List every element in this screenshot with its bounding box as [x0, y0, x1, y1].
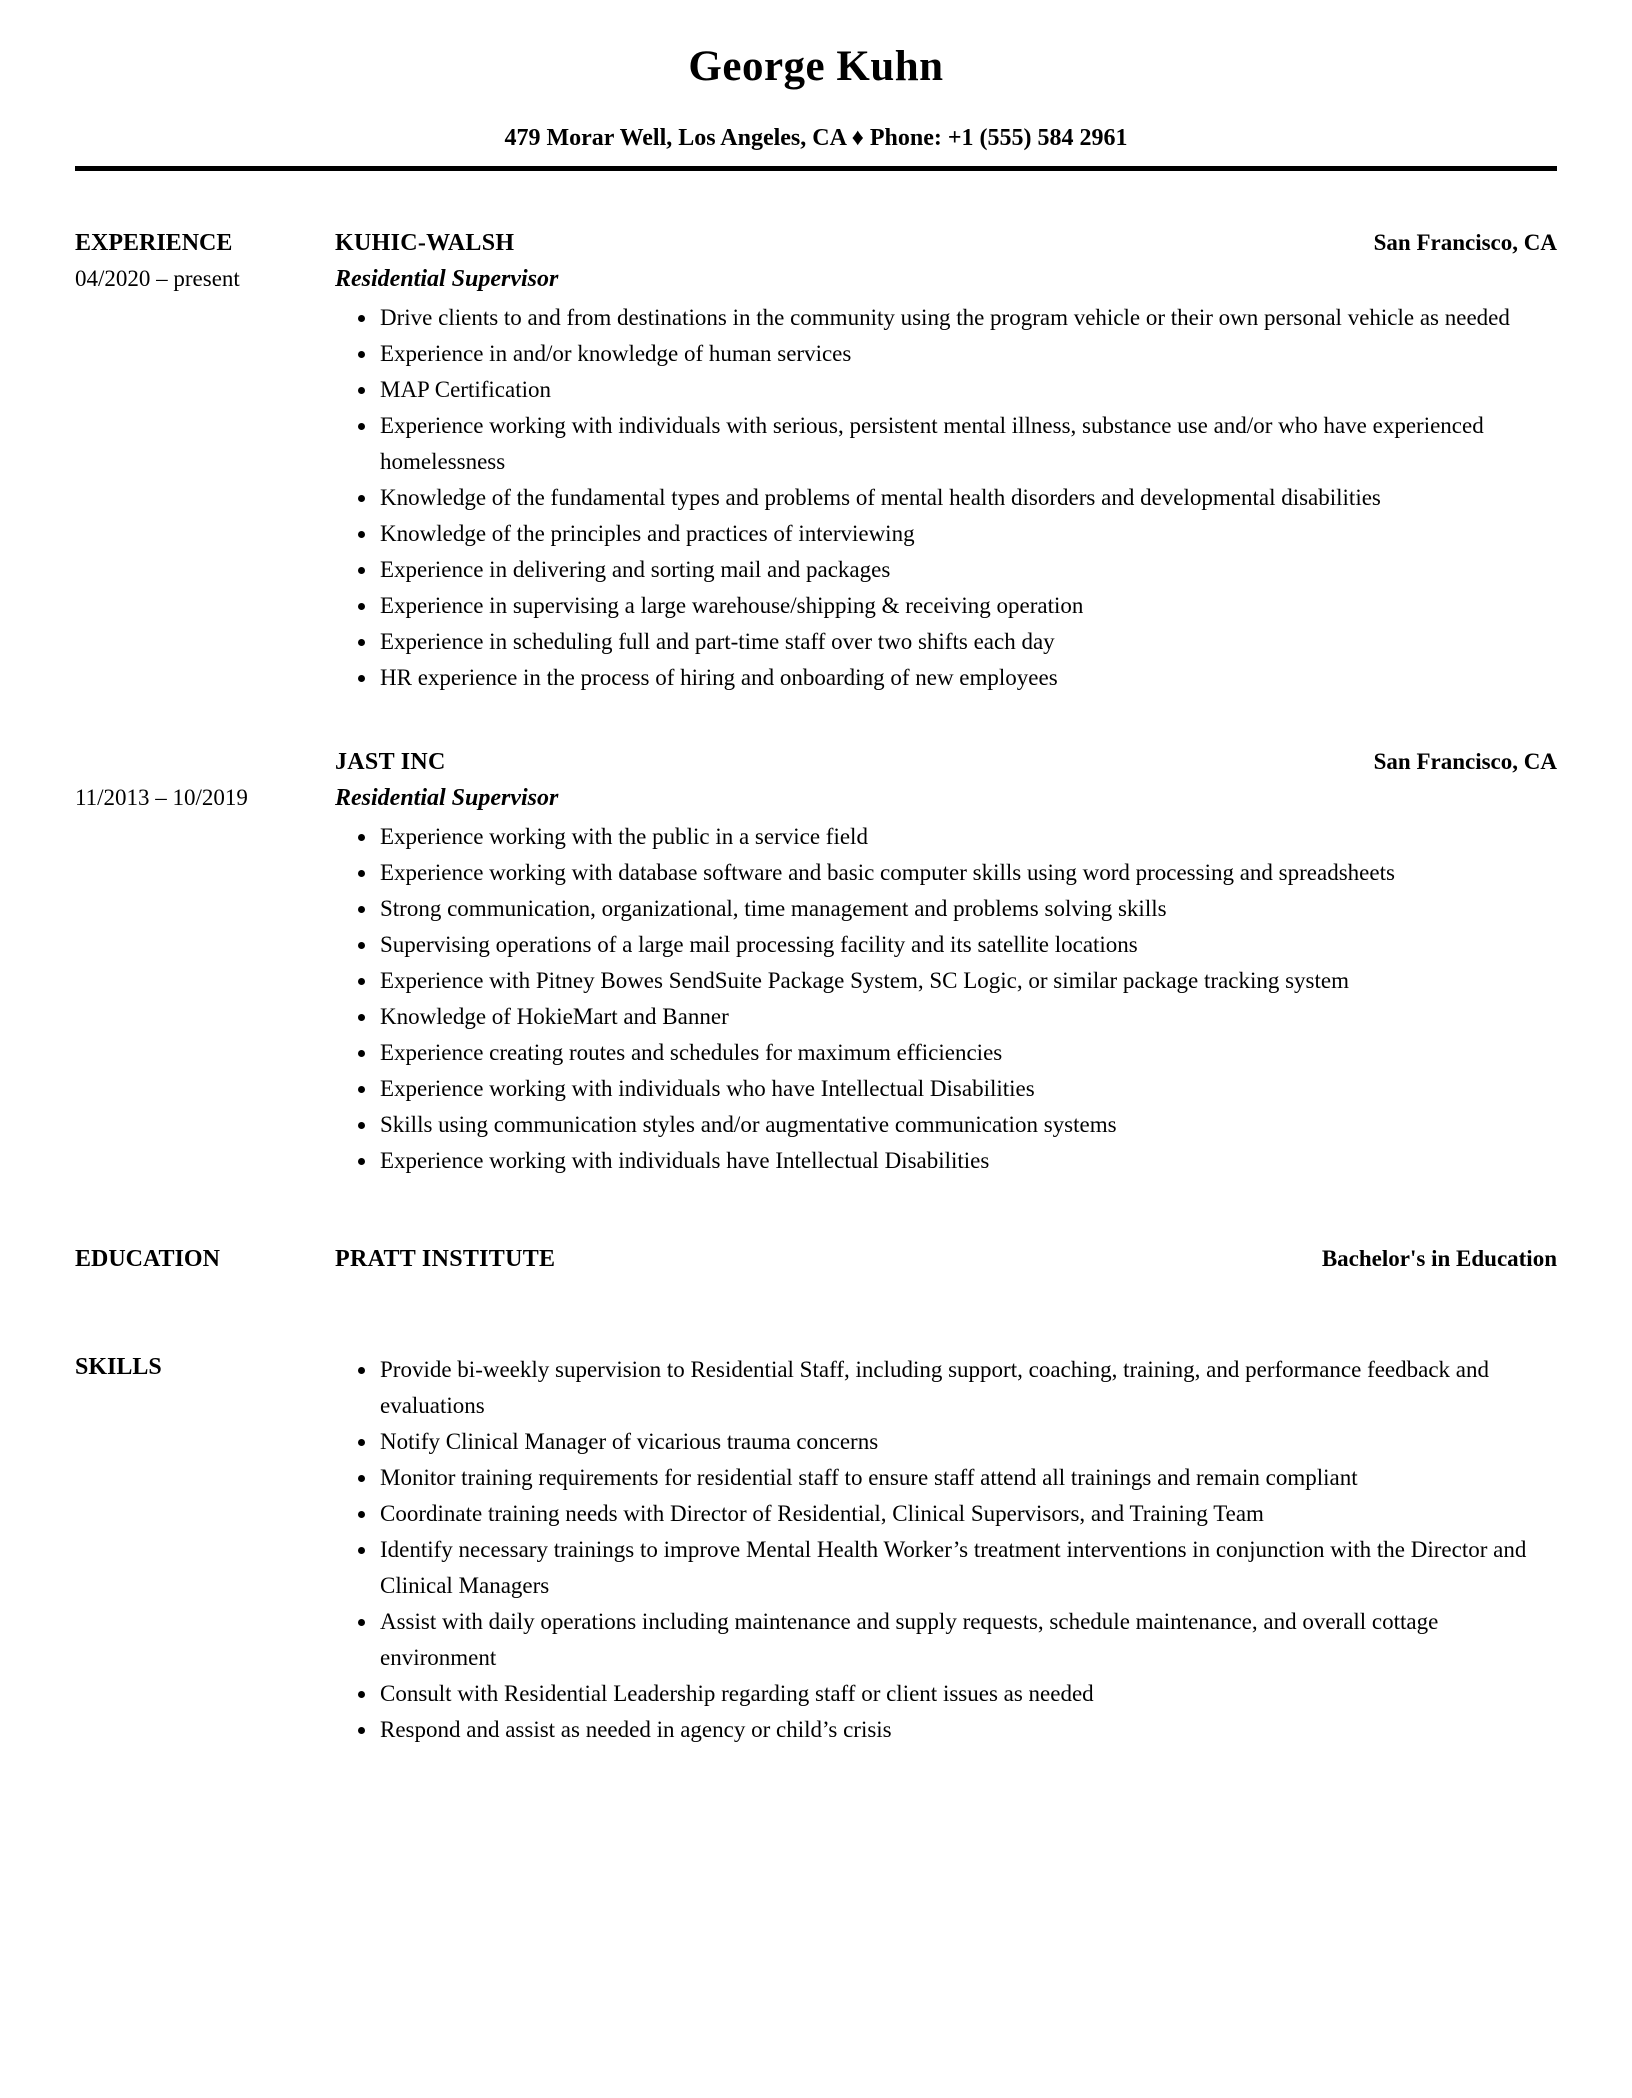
bullet-item: • MAP Certification: [378, 372, 1557, 408]
experience-side-column: [75, 225, 335, 297]
experience-section: [75, 225, 1557, 696]
experience-job2-section: [75, 744, 1557, 1179]
bullet-item: • Knowledge of the fundamental types and problems of mental health disorders and developmental disabilities: [378, 480, 1557, 516]
bullet-item: • Experience in delivering and sorting mail and packages: [378, 552, 1557, 588]
education-degree: Bachelor's in Education: [1321, 1246, 1557, 1271]
education-school: PRATT INSTITUTE: [335, 1246, 556, 1272]
skills-bullet-list: [335, 1352, 1557, 1748]
education-side-column: [75, 1241, 335, 1277]
job2-company: JAST INC: [335, 749, 446, 775]
bullet-item: • Assist with daily operations including maintenance and supply requests, schedule maintenance, and overall cottage environment: [378, 1604, 1557, 1676]
bullet-item: • Drive clients to and from destinations in the community using the program vehicle or their own personal vehicle as needed: [378, 300, 1557, 336]
bullet-item: • Knowledge of the principles and practices of interviewing: [378, 516, 1557, 552]
bullet-item: • Experience working with individuals with serious, persistent mental illness, substance use and/or who have experienced homelessness: [378, 408, 1557, 480]
bullet-item: • Identify necessary trainings to improve Mental Health Worker’s treatment interventions in conjunction with the Director and Clinical Managers: [378, 1532, 1557, 1604]
header-divider: [75, 166, 1557, 171]
bullet-item: • Strong communication, organizational, time management and problems solving skills: [378, 891, 1557, 927]
skills-block: [335, 1349, 1557, 1748]
education-block: [335, 1241, 1557, 1277]
job1-block: [335, 225, 1557, 696]
education-section: [75, 1241, 1557, 1277]
bullet-item: • Experience in supervising a large warehouse/shipping & receiving operation: [378, 588, 1557, 624]
job2-header-row: [335, 744, 1557, 780]
bullet-item: • Supervising operations of a large mail processing facility and its satellite locations: [378, 927, 1557, 963]
bullet-item: • Provide bi-weekly supervision to Residential Staff, including support, coaching, training, and performance feedback and evaluations: [378, 1352, 1557, 1424]
resume-header: [75, 42, 1557, 171]
bullet-item: • Experience in scheduling full and part-time staff over two shifts each day: [378, 624, 1557, 660]
bullet-item: • Notify Clinical Manager of vicarious trauma concerns: [378, 1424, 1557, 1460]
education-header-row: [335, 1241, 1557, 1277]
bullet-item: • Experience in and/or knowledge of human services: [378, 336, 1557, 372]
bullet-item: • Experience working with individuals have Intellectual Disabilities: [378, 1143, 1557, 1179]
job1-bullet-list: [335, 300, 1557, 696]
candidate-name: George Kuhn: [688, 43, 944, 90]
job2-dates: 11/2013 – 10/2019: [75, 785, 248, 810]
job1-company: KUHIC-WALSH: [335, 230, 515, 256]
job1-header-row: [335, 225, 1557, 261]
bullet-item: • Knowledge of HokieMart and Banner: [378, 999, 1557, 1035]
bullet-item: • Experience creating routes and schedules for maximum efficiencies: [378, 1035, 1557, 1071]
bullet-item: • HR experience in the process of hiring and onboarding of new employees: [378, 660, 1557, 696]
bullet-item: • Experience working with individuals who have Intellectual Disabilities: [378, 1071, 1557, 1107]
experience-section-label: EXPERIENCE: [75, 230, 233, 256]
bullet-item: • Respond and assist as needed in agency or child’s crisis: [378, 1712, 1557, 1748]
skills-section: [75, 1349, 1557, 1748]
bullet-item: • Skills using communication styles and/or augmentative communication systems: [378, 1107, 1557, 1143]
job2-side-column: [75, 744, 335, 816]
job1-title: Residential Supervisor: [335, 266, 559, 292]
job2-block: [335, 744, 1557, 1179]
bullet-item: • Experience working with the public in a service field: [378, 819, 1557, 855]
bullet-item: • Experience with Pitney Bowes SendSuite Package System, SC Logic, or similar package tracking system: [378, 963, 1557, 999]
bullet-item: • Monitor training requirements for residential staff to ensure staff attend all trainings and remain compliant: [378, 1460, 1557, 1496]
job2-title: Residential Supervisor: [335, 785, 559, 811]
job1-location: San Francisco, CA: [1373, 230, 1557, 255]
contact-line: 479 Morar Well, Los Angeles, CA ♦ Phone: +1 (555) 584 2961: [504, 125, 1128, 151]
bullet-item: • Experience working with database software and basic computer skills using word processing and spreadsheets: [378, 855, 1557, 891]
job2-bullet-list: [335, 819, 1557, 1179]
job2-location: San Francisco, CA: [1373, 749, 1557, 774]
skills-section-label: SKILLS: [75, 1354, 162, 1380]
education-section-label: EDUCATION: [75, 1246, 220, 1272]
job1-dates: 04/2020 – present: [75, 266, 240, 291]
bullet-item: • Coordinate training needs with Director of Residential, Clinical Supervisors, and Training Team: [378, 1496, 1557, 1532]
bullet-item: • Consult with Residential Leadership regarding staff or client issues as needed: [378, 1676, 1557, 1712]
skills-side-column: [75, 1349, 335, 1385]
